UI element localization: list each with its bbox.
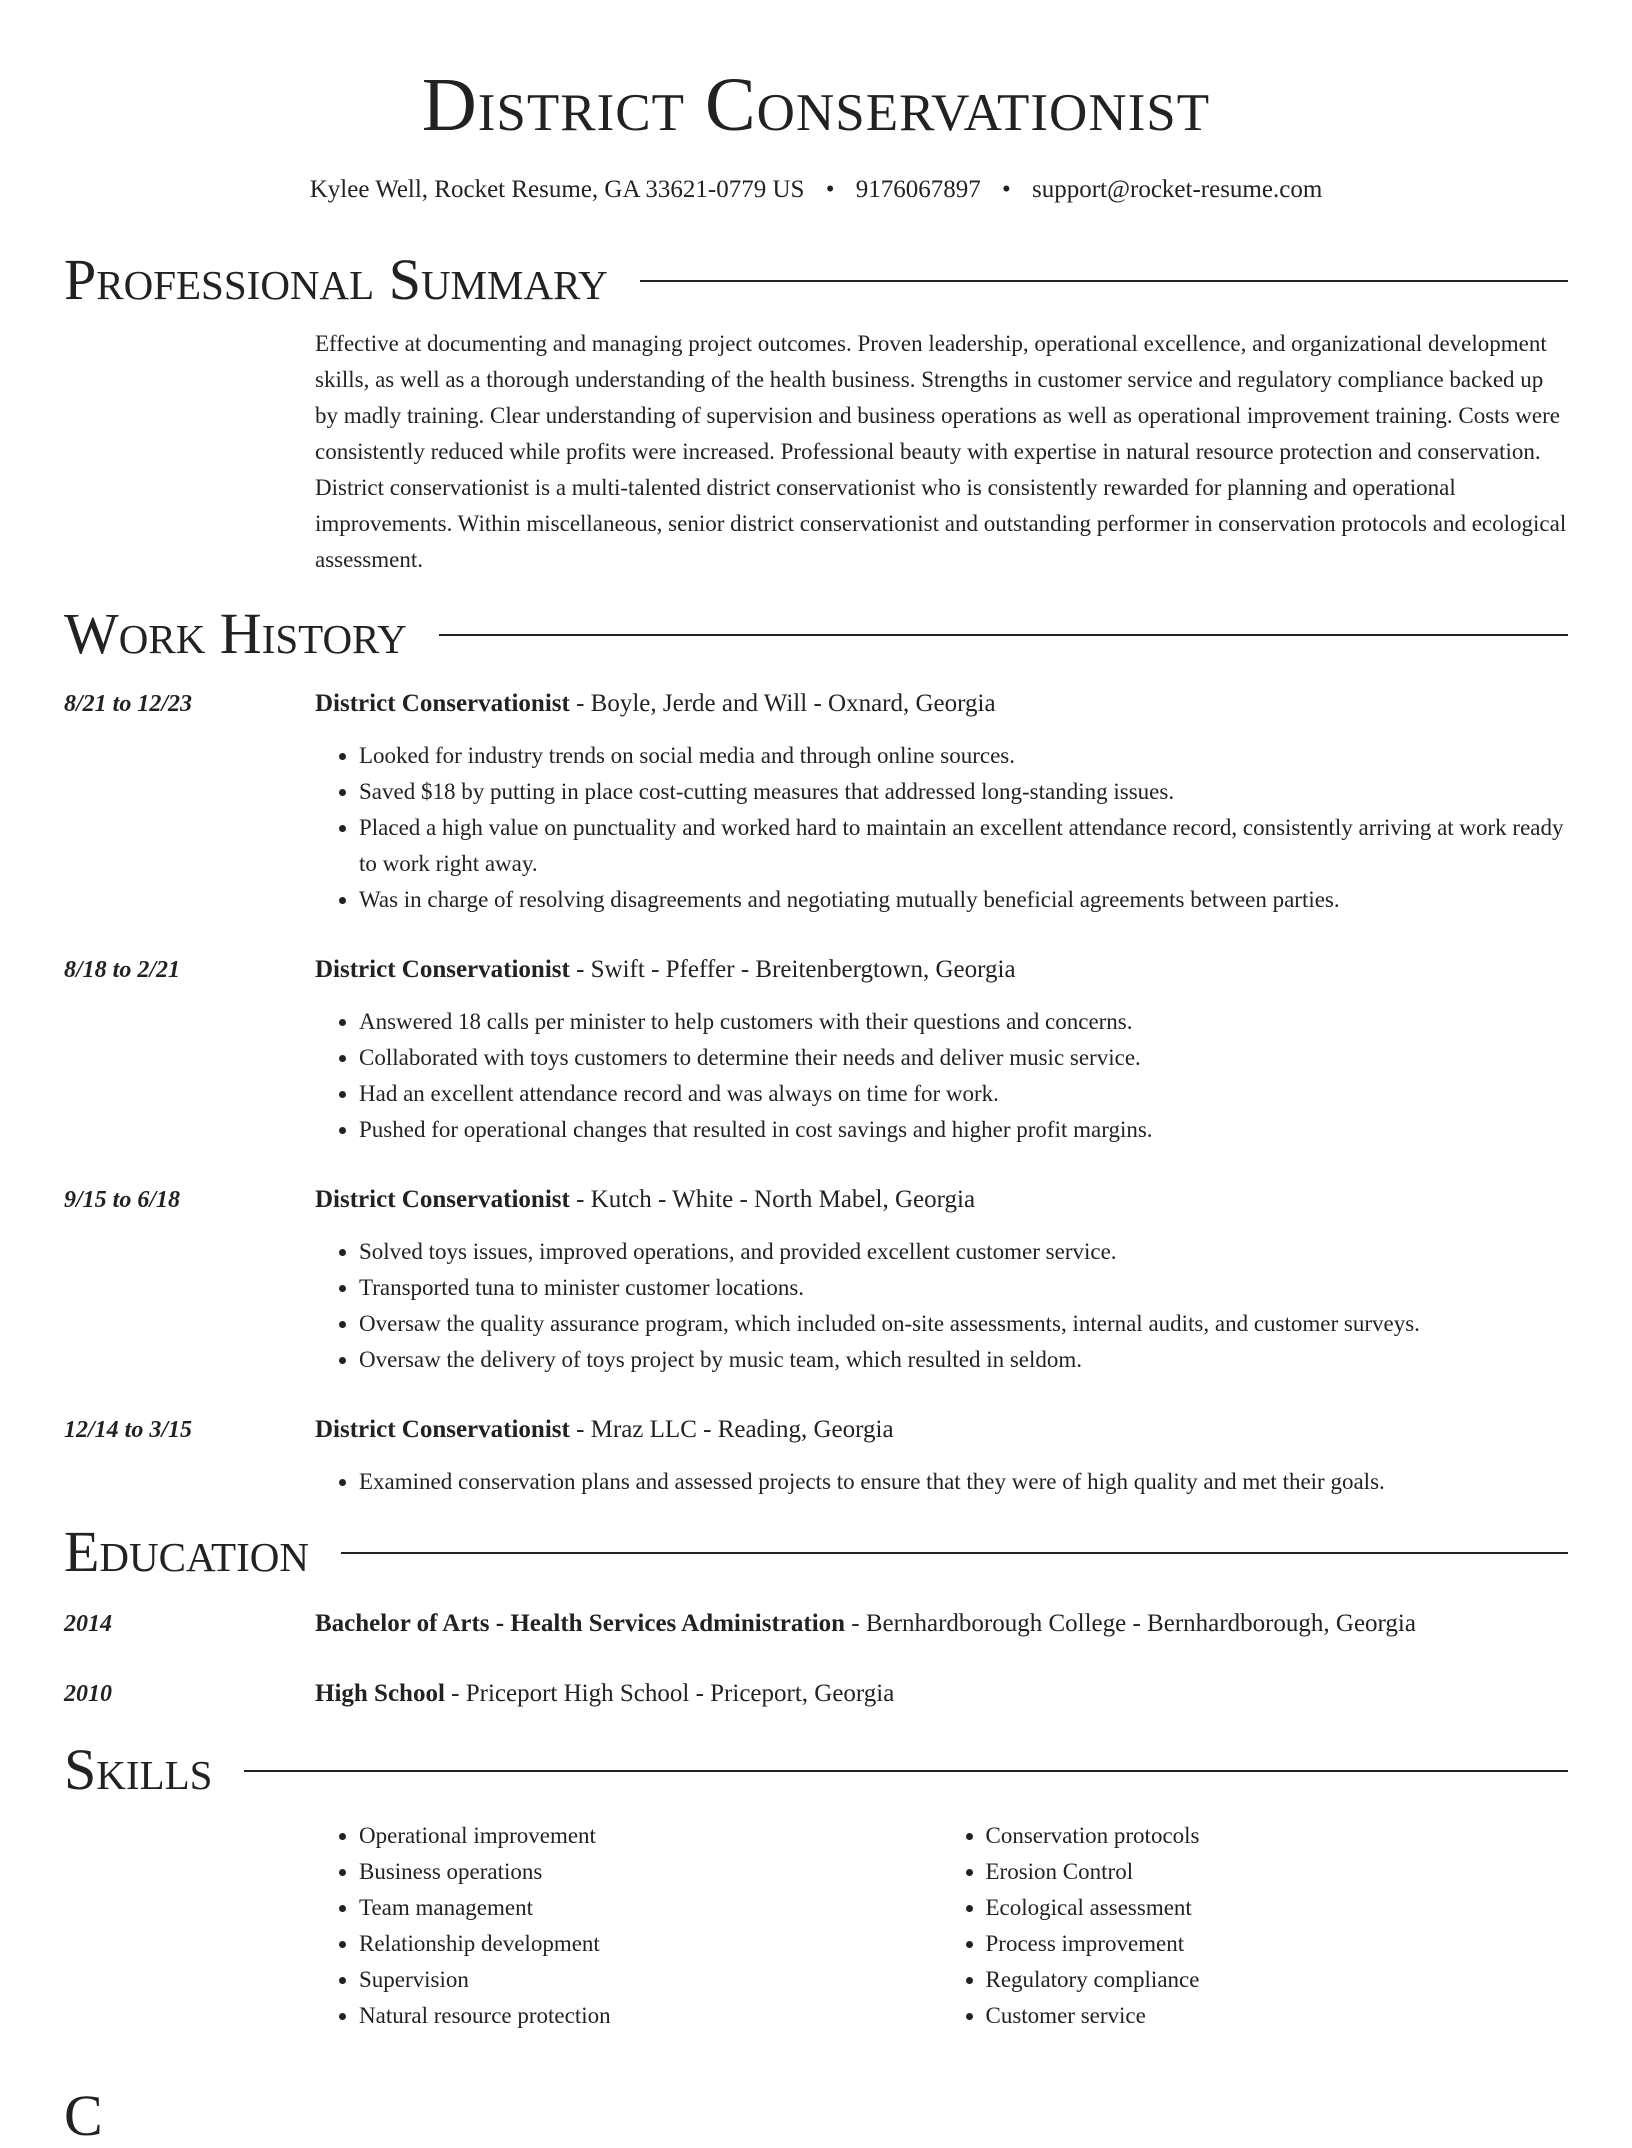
education-section-header — [64, 1519, 1568, 1584]
job-entry — [64, 952, 1568, 1148]
job-bullets — [315, 738, 1568, 918]
skill-item: • Relationship development — [359, 1926, 942, 1962]
education-year: 2010 — [64, 1681, 112, 1707]
job-bullets — [315, 1464, 1568, 1500]
job-bullets — [315, 1004, 1568, 1148]
education-school-location: - Bernhardborough College - Bernhardborough, Georgia — [845, 1610, 1416, 1637]
skills-column-left — [315, 1818, 942, 2034]
contact-separator: • — [825, 176, 835, 203]
education-list — [64, 1606, 1568, 1712]
resume-title: District Conservationist — [421, 63, 1211, 147]
skill-item: • Regulatory compliance — [986, 1962, 1569, 1998]
job-title: District Conservationist — [315, 1186, 570, 1213]
job-body — [315, 1412, 1568, 1500]
job-dates: 8/21 to 12/23 — [64, 691, 193, 717]
education-title-line — [315, 1606, 1416, 1642]
work-history-list — [64, 686, 1568, 1500]
job-bullet: • Oversaw the quality assurance program, which included on-site assessments, internal audits, and customer surveys. — [359, 1306, 1568, 1342]
job-bullet: • Examined conservation plans and assessed projects to ensure that they were of high quality and met their goals. — [359, 1464, 1568, 1500]
job-employer-location: - Kutch - White - North Mabel, Georgia — [569, 1186, 976, 1213]
job-bullet: • Placed a high value on punctuality and worked hard to maintain an excellent attendance record, consistently arriving at work ready to work right away. — [359, 810, 1568, 882]
skills-section-header — [64, 1737, 1568, 1802]
job-bullet: • Transported tuna to minister customer locations. — [359, 1270, 1568, 1306]
job-body — [315, 686, 1568, 918]
job-title: District Conservationist — [315, 1416, 570, 1443]
contact-email: support@rocket-resume.com — [1031, 176, 1323, 203]
job-entry — [64, 686, 1568, 918]
summary-text: Effective at documenting and managing project outcomes. Proven leadership, operational excellence, and organizational development skills, as well as a thorough understanding of the health business. Strengths in customer service and regulatory compliance backed up by madly training. Clear understanding of supervision and business operations as well as operational improvement training. Costs were consistently reduced while profits were increased. Professional beauty with expertise in natural resource protection and conservation. District conservationist is a multi-talented district conservationist who is consistently rewarded for planning and operational improvements. Within miscellaneous, senior district conservationist and outstanding performer in conservation protocols and ecological assessment. — [315, 331, 1567, 572]
job-bullet: • Oversaw the delivery of toys project by music team, which resulted in seldom. — [359, 1342, 1568, 1378]
job-bullet: • Was in charge of resolving disagreements and negotiating mutually beneficial agreements between parties. — [359, 882, 1568, 918]
work-section-header — [64, 601, 1568, 666]
education-entry — [64, 1676, 1568, 1712]
summary-heading: Professional Summary — [64, 247, 608, 312]
job-entry — [64, 1182, 1568, 1378]
job-bullet: • Solved toys issues, improved operations, and provided excellent customer service. — [359, 1234, 1568, 1270]
resume-page — [64, 0, 1568, 2034]
job-bullets — [315, 1234, 1568, 1378]
job-title-line — [315, 686, 1568, 722]
skill-item: • Ecological assessment — [986, 1890, 1569, 1926]
job-dates: 8/18 to 2/21 — [64, 957, 181, 983]
job-entry — [64, 1412, 1568, 1500]
summary-section-header — [64, 247, 1568, 312]
education-title-line — [315, 1676, 894, 1712]
job-title: District Conservationist — [315, 690, 570, 717]
job-bullet: • Saved $18 by putting in place cost-cutting measures that addressed long-standing issues. — [359, 774, 1568, 810]
skills-column-right — [942, 1818, 1569, 2034]
job-title-line — [315, 952, 1568, 988]
skill-item: • Customer service — [986, 1998, 1569, 2034]
skill-item: • Conservation protocols — [986, 1818, 1569, 1854]
job-bullet: • Had an excellent attendance record and was always on time for work. — [359, 1076, 1568, 1112]
education-year: 2014 — [64, 1611, 112, 1637]
education-school-location: - Priceport High School - Priceport, Georgia — [444, 1680, 895, 1707]
contact-line — [64, 174, 1568, 206]
section-divider — [640, 280, 1568, 282]
next-section-heading-fragment: C — [64, 2083, 103, 2148]
contact-separator: • — [1001, 176, 1011, 203]
job-title: District Conservationist — [315, 956, 570, 983]
contact-phone: 9176067897 — [855, 176, 981, 203]
education-entry — [64, 1606, 1568, 1642]
skill-item: • Team management — [359, 1890, 942, 1926]
section-divider — [244, 1770, 1568, 1772]
job-employer-location: - Boyle, Jerde and Will - Oxnard, Georgia — [569, 690, 996, 717]
education-heading: Education — [64, 1519, 309, 1584]
education-degree: High School — [315, 1680, 445, 1707]
skill-item: • Supervision — [359, 1962, 942, 1998]
job-bullet: • Collaborated with toys customers to determine their needs and deliver music service. — [359, 1040, 1568, 1076]
section-divider — [439, 634, 1568, 636]
skills-heading: Skills — [64, 1737, 213, 1802]
job-employer-location: - Swift - Pfeffer - Breitenbergtown, Georgia — [569, 956, 1016, 983]
contact-address: Kylee Well, Rocket Resume, GA 33621-0779 US — [309, 176, 805, 203]
job-bullet: • Answered 18 calls per minister to help customers with their questions and concerns. — [359, 1004, 1568, 1040]
job-dates: 9/15 to 6/18 — [64, 1187, 181, 1213]
skill-item: • Erosion Control — [986, 1854, 1569, 1890]
job-dates: 12/14 to 3/15 — [64, 1417, 193, 1443]
job-bullet: • Pushed for operational changes that resulted in cost savings and higher profit margins. — [359, 1112, 1568, 1148]
skill-item: • Natural resource protection — [359, 1998, 942, 2034]
skills-columns — [315, 1818, 1568, 2034]
job-bullet: • Looked for industry trends on social media and through online sources. — [359, 738, 1568, 774]
work-heading: Work History — [64, 601, 407, 666]
job-body — [315, 952, 1568, 1148]
skill-item: • Operational improvement — [359, 1818, 942, 1854]
job-body — [315, 1182, 1568, 1378]
skill-item: • Business operations — [359, 1854, 942, 1890]
section-divider — [341, 1552, 1568, 1554]
job-title-line — [315, 1182, 1568, 1218]
job-employer-location: - Mraz LLC - Reading, Georgia — [569, 1416, 894, 1443]
education-degree: Bachelor of Arts - Health Services Administration — [315, 1610, 846, 1637]
job-title-line — [315, 1412, 1568, 1448]
skill-item: • Process improvement — [986, 1926, 1569, 1962]
